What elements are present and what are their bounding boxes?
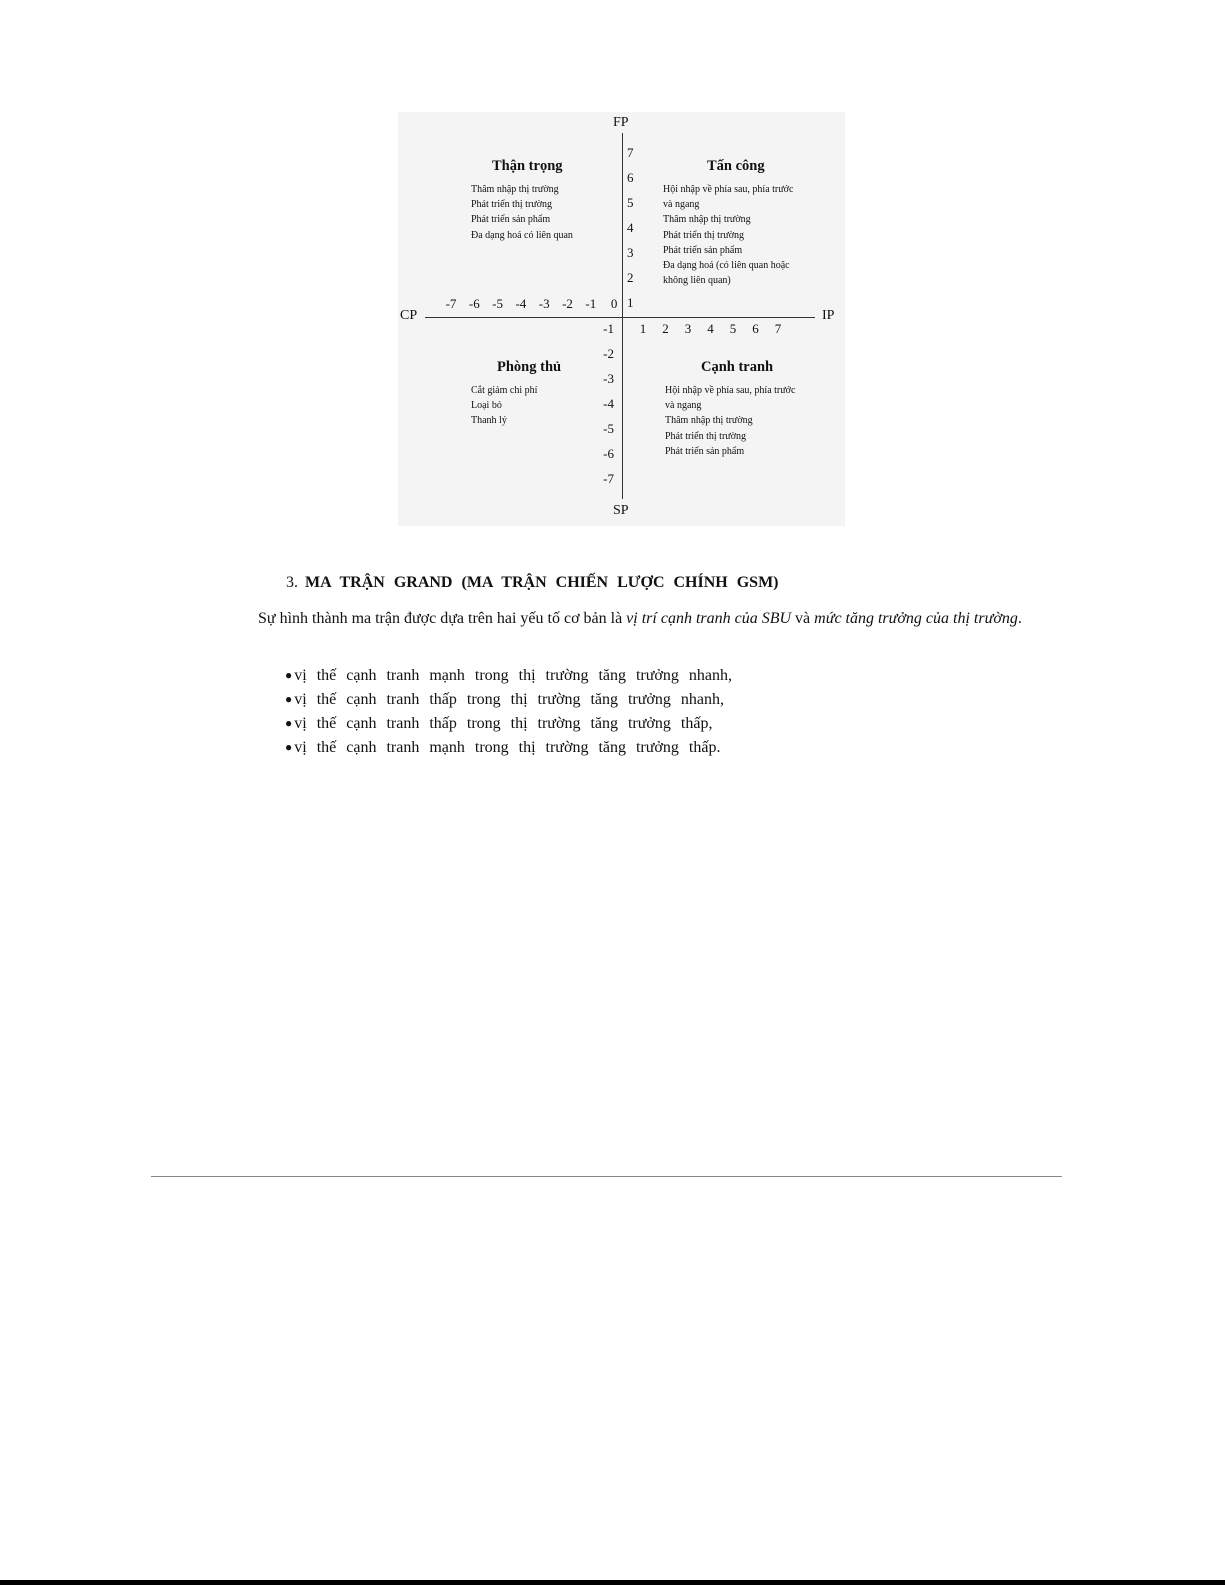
quadrant-item: Thâm nhập thị trường bbox=[471, 184, 559, 195]
axis-tick-label: 5 bbox=[627, 195, 634, 210]
quadrant-title-defensive: Phòng thủ bbox=[497, 359, 562, 375]
footer-divider bbox=[151, 1176, 1062, 1177]
quadrant-item: Thâm nhập thị trường bbox=[665, 415, 753, 427]
quadrant-item: Thâm nhập thị trường bbox=[663, 214, 751, 226]
axis-tick-label: 0 bbox=[610, 296, 618, 311]
axis-tick-label: -4 bbox=[515, 296, 527, 311]
axis-tick-label: -6 bbox=[603, 446, 614, 461]
axis-tick-label: -2 bbox=[603, 346, 614, 361]
bullet-icon: ● bbox=[285, 716, 293, 730]
quadrant-item: không liên quan) bbox=[663, 275, 731, 287]
quadrant-item: Phát triển thị trường bbox=[665, 430, 746, 442]
axis-tick-label: 2 bbox=[662, 321, 669, 336]
quadrant-item: Loại bỏ bbox=[471, 400, 502, 412]
list-item: ● vị thế cạnh tranh mạnh trong thị trường tăng trưởng thấp. bbox=[285, 739, 721, 756]
quadrant-item: và ngang bbox=[663, 199, 700, 211]
quadrant-item: Phát triển thị trường bbox=[663, 229, 744, 241]
axis-tick-label: -3 bbox=[538, 296, 550, 311]
bullet-icon: ● bbox=[285, 692, 293, 706]
axis-tick-label: 6 bbox=[627, 170, 634, 185]
axis-tick-label: 1 bbox=[627, 295, 634, 310]
quadrant-list-aggressive bbox=[663, 182, 793, 288]
quadrant-list-defensive bbox=[471, 383, 537, 429]
axis-tick-label: 5 bbox=[729, 321, 737, 336]
page-edge bbox=[0, 1580, 1225, 1585]
axis-tick-label: 7 bbox=[627, 145, 634, 160]
section-title: MA TRẬN GRAND (MA TRẬN CHIẾN LƯỢC CHÍNH GSM) bbox=[305, 574, 779, 591]
list-item: ● vị thế cạnh tranh mạnh trong thị trường tăng trưởng nhanh, bbox=[285, 667, 732, 684]
axis-tick-label: 6 bbox=[752, 321, 759, 336]
bullet-list bbox=[285, 664, 732, 760]
axis-label-ip: IP bbox=[822, 308, 835, 323]
quadrant-item: Hội nhập về phía sau, phía trước bbox=[665, 385, 796, 396]
quadrant-item: Đa dạng hoá (có liên quan hoặc bbox=[663, 260, 790, 272]
axis-tick-label: -5 bbox=[492, 296, 504, 311]
horizontal-axis-line bbox=[425, 317, 815, 318]
axis-tick-label: -1 bbox=[603, 321, 614, 336]
list-item: ● vị thế cạnh tranh thấp trong thị trường tăng trưởng nhanh, bbox=[285, 691, 724, 708]
bullet-icon: ● bbox=[285, 740, 293, 754]
axis-tick-label: -3 bbox=[603, 371, 614, 386]
quadrant-title-competitive: Cạnh tranh bbox=[701, 359, 774, 375]
axis-tick-label: -2 bbox=[562, 296, 573, 311]
quadrant-item: Phát triển sản phẩm bbox=[665, 445, 745, 457]
quadrant-item: Thanh lý bbox=[471, 415, 507, 427]
axis-tick-label: -7 bbox=[603, 471, 614, 486]
section-number: 3. bbox=[286, 574, 298, 591]
quadrant-item: Phát triển thị trường bbox=[471, 199, 552, 211]
axis-tick-label: 2 bbox=[627, 270, 634, 285]
quadrant-item: Phát triển sản phẩm bbox=[663, 244, 743, 256]
bullet-icon: ● bbox=[285, 668, 293, 682]
quadrant-item: Phát triển sản phẩm bbox=[471, 214, 551, 226]
quadrant-item: Hội nhập về phía sau, phía trước bbox=[663, 184, 794, 195]
section-heading bbox=[286, 574, 779, 592]
quadrant-title-cautious: Thận trọng bbox=[492, 158, 563, 174]
axis-tick-label: -6 bbox=[468, 296, 480, 311]
list-item: ● vị thế cạnh tranh thấp trong thị trường tăng trưởng thấp, bbox=[285, 715, 713, 732]
quadrant-title-aggressive: Tấn công bbox=[707, 158, 765, 174]
axis-tick-label: -5 bbox=[603, 421, 614, 436]
axis-tick-label: 3 bbox=[684, 321, 692, 336]
quadrant-list-cautious bbox=[471, 182, 573, 243]
axis-label-cp: CP bbox=[400, 308, 418, 323]
axis-label-sp: SP bbox=[613, 503, 629, 518]
axis-tick-label: 3 bbox=[627, 245, 634, 260]
vertical-axis-line bbox=[622, 133, 623, 499]
axis-tick-label: 7 bbox=[774, 321, 782, 336]
quadrant-list-competitive bbox=[665, 383, 795, 459]
axis-tick-label: -1 bbox=[585, 296, 597, 311]
emphasis-market-growth: mức tăng trưởng của thị trường bbox=[814, 610, 1018, 627]
axis-tick-label: -7 bbox=[445, 296, 457, 311]
emphasis-competitive-position: vị trí cạnh tranh của SBU bbox=[626, 610, 792, 627]
axis-label-fp: FP bbox=[613, 115, 629, 130]
body-paragraph: Sự hình thành ma trận được dựa trên hai yếu tố cơ bản là vị trí cạnh tranh của SBU và mức tăng trưởng của thị trường. bbox=[258, 610, 1022, 627]
axis-tick-label: 1 bbox=[639, 321, 647, 336]
quadrant-item: Cắt giảm chi phí bbox=[471, 385, 538, 396]
quadrant-item: và ngang bbox=[665, 400, 702, 412]
axis-tick-label: 4 bbox=[627, 220, 634, 235]
axis-tick-label: 4 bbox=[707, 321, 714, 336]
quadrant-item: Đa dạng hoá có liên quan bbox=[471, 229, 573, 241]
axis-tick-label: -4 bbox=[603, 396, 614, 411]
